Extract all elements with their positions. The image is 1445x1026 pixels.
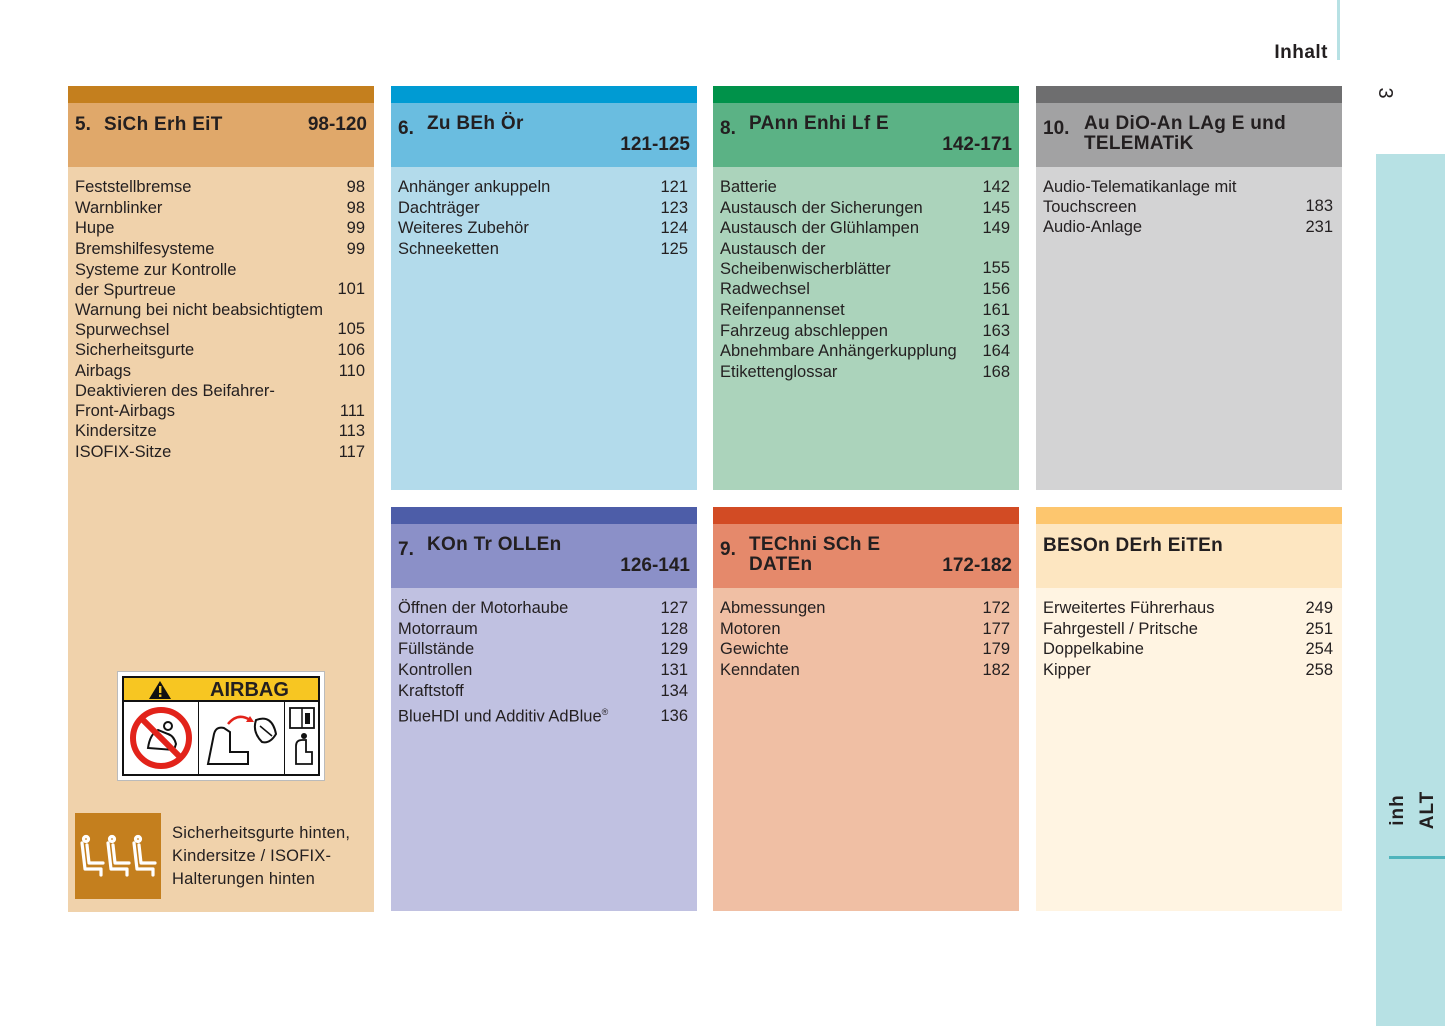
toc-entry-title-wrap (720, 660, 800, 681)
toc-entry-title-wrap (75, 177, 191, 198)
toc-entry[interactable] (398, 598, 688, 619)
chapter-header[interactable] (1036, 524, 1342, 588)
toc-entry-title: Airbags (75, 361, 131, 380)
side-tab-label: inh ALT (1387, 790, 1438, 830)
chapter-header[interactable] (68, 103, 374, 167)
chapter-entry-list (713, 167, 1019, 383)
toc-entry-title-wrap (720, 300, 845, 321)
toc-entry-title: Doppelkabine (1043, 640, 1144, 659)
toc-entry-page: 110 (338, 361, 365, 380)
toc-entry[interactable] (720, 598, 1010, 619)
toc-entry-title-wrap (75, 198, 162, 219)
chapter-c9[interactable] (713, 507, 1019, 911)
toc-entry-title-wrap (720, 341, 957, 362)
toc-entry-page: 177 (982, 619, 1010, 638)
toc-entry-title: Radwechsel (720, 280, 810, 299)
toc-entry[interactable] (75, 340, 365, 361)
chapter-c7[interactable] (391, 507, 697, 911)
toc-entry-title-wrap (720, 218, 919, 239)
toc-entry-page: 124 (660, 219, 688, 238)
toc-entry[interactable] (720, 177, 1010, 198)
chapter-entry-list (1036, 167, 1342, 238)
chapter-color-bar (391, 86, 697, 103)
toc-entry-title-wrap (75, 218, 114, 239)
chapter-color-bar (713, 507, 1019, 524)
chapter-entry-list (391, 167, 697, 260)
toc-entry-page: 113 (338, 422, 365, 441)
toc-entry-page: 182 (982, 661, 1010, 680)
toc-entry-title-wrap (75, 381, 275, 421)
chapter-entry-list (1036, 588, 1342, 681)
toc-entry-title-wrap (398, 218, 529, 239)
toc-entry-page: 249 (1305, 599, 1333, 617)
toc-entry-title: Kontrollen (398, 661, 473, 680)
toc-entry[interactable] (1043, 660, 1333, 681)
toc-entry-page: 125 (660, 240, 688, 259)
toc-entry-page: 136 (660, 707, 688, 726)
toc-entry-title: Kraftstoff (398, 681, 464, 700)
toc-entry[interactable] (75, 421, 365, 442)
toc-entry-page: 258 (1305, 661, 1333, 680)
toc-entry[interactable] (1043, 639, 1333, 660)
toc-entry[interactable] (75, 260, 365, 300)
toc-entry-title-wrap (1043, 639, 1144, 660)
toc-entry-title-wrap (720, 639, 789, 660)
toc-entry-title: Deaktivieren des Beifahrer- Front-Airbags (75, 382, 275, 421)
toc-entry-title-wrap (75, 421, 157, 442)
rear-seats-icon (75, 813, 161, 899)
chapter-color-bar (68, 86, 374, 103)
toc-entry-page: 254 (1305, 640, 1333, 659)
toc-entry-page: 251 (1305, 619, 1333, 638)
chapter-color-bar (1036, 86, 1342, 103)
toc-entry-title: Audio-Anlage (1043, 218, 1143, 236)
chapter-number: 7. (398, 539, 414, 560)
chapter-color-bar (391, 507, 697, 524)
toc-entry[interactable] (398, 198, 688, 219)
toc-entry-title: Gewichte (720, 640, 789, 659)
toc-entry[interactable] (720, 198, 1010, 219)
registered-mark: ® (601, 706, 609, 717)
chapter-c8[interactable] (713, 86, 1019, 490)
toc-entry[interactable] (720, 639, 1010, 660)
chapter-page-range: 172-182 (942, 555, 1012, 576)
chapter-c5[interactable] (68, 86, 374, 912)
toc-entry-title: Abnehmbare Anhängerkupplung (720, 342, 957, 361)
toc-entry-page: 172 (982, 599, 1010, 617)
toc-entry[interactable] (720, 619, 1010, 640)
toc-entry[interactable] (720, 362, 1010, 383)
toc-entry-title-wrap (1043, 177, 1237, 217)
toc-entry-title: Kindersitze (75, 422, 157, 441)
toc-entry-page: 179 (982, 640, 1010, 659)
chapter-entry-list (391, 588, 697, 727)
chapter-number: 9. (720, 539, 736, 560)
no-rear-facing-child-seat-icon (124, 702, 199, 774)
toc-entry-title: Fahrzeug abschleppen (720, 321, 888, 340)
toc-entry-title: Systeme zur Kontrolle der Spurtreue (75, 260, 237, 299)
toc-entry-page: 121 (660, 178, 688, 196)
toc-entry-title-wrap (720, 598, 826, 619)
chapter-title: PAnn Enhi Lf E (749, 113, 890, 134)
toc-entry-page: 99 (346, 219, 365, 238)
chapter-color-bar (713, 86, 1019, 103)
toc-entry-title-wrap (398, 598, 568, 619)
toc-entry-title-wrap (75, 340, 194, 361)
toc-entry-page: 117 (338, 442, 365, 461)
chapter-entry-list (68, 167, 374, 463)
toc-entry-page: 134 (660, 681, 688, 700)
toc-entry[interactable] (1043, 217, 1333, 238)
toc-entry-title-wrap (720, 198, 923, 219)
chapter-header[interactable] (391, 524, 697, 588)
toc-entry[interactable] (75, 218, 365, 239)
chapter-c6[interactable] (391, 86, 697, 490)
toc-entry[interactable] (75, 442, 365, 463)
chapter-title: KOn Tr OLLEn (427, 534, 562, 555)
toc-entry-title-wrap (1043, 660, 1091, 681)
airbag-label-header (122, 676, 320, 702)
chapter-page-range: 98-120 (307, 114, 367, 135)
toc-entry-title: Motorraum (398, 619, 478, 638)
toc-entry-title: Bremshilfesysteme (75, 240, 215, 259)
toc-entry-title: Etikettenglossar (720, 362, 838, 381)
toc-entry[interactable] (398, 218, 688, 239)
toc-entry[interactable] (720, 218, 1010, 239)
toc-entry-title: Sicherheitsgurte (75, 340, 195, 359)
toc-entry-page: 183 (1305, 197, 1333, 216)
toc-entry-title: Dachträger (398, 198, 480, 217)
toc-entry-title-wrap (720, 321, 888, 342)
airbag-word: AIRBAG (210, 679, 289, 701)
toc-entry-title-wrap (720, 362, 837, 383)
chapter-page-range: 126-141 (620, 555, 690, 576)
toc-entry-page: 231 (1305, 218, 1333, 236)
toc-entry-title: Kenndaten (720, 661, 800, 680)
chapter-color-bar (1036, 507, 1342, 524)
toc-entry[interactable] (398, 681, 688, 702)
toc-entry[interactable] (398, 177, 688, 198)
toc-entry-title-wrap (398, 177, 550, 198)
chapter-page-range: 142-171 (942, 134, 1012, 155)
toc-entry-title-wrap (398, 681, 464, 702)
toc-entry-title: Weiteres Zubehör (398, 219, 529, 238)
chapter-title: Au DiO-An LAg E und TELEMATiK (1084, 113, 1286, 154)
toc-entry-title: Öffnen der Motorhaube (398, 599, 569, 617)
toc-entry-title-wrap (720, 239, 891, 279)
toc-entry-title: Abmessungen (720, 599, 826, 617)
toc-entry-title-wrap (720, 279, 810, 300)
toc-entry-title: Fahrgestell / Pritsche (1043, 619, 1198, 638)
toc-entry[interactable] (398, 239, 688, 260)
chapter-title: TEChni SCh E DATEn (749, 534, 881, 575)
toc-entry[interactable] (75, 239, 365, 260)
chapter-header[interactable] (1036, 103, 1342, 167)
toc-entry-page: 98 (346, 198, 365, 217)
toc-entry[interactable] (75, 198, 365, 219)
toc-entry-title: Austausch der Sicherungen (720, 198, 923, 217)
toc-entry-title-wrap (398, 660, 472, 681)
toc-entry[interactable] (1043, 619, 1333, 640)
toc-entry-title-wrap (75, 361, 131, 382)
toc-entry-title-wrap (398, 239, 499, 260)
toc-entry-title: Austausch der Glühlampen (720, 219, 920, 238)
toc-entry-title-wrap (398, 702, 608, 727)
chapter-entry-list (713, 588, 1019, 681)
toc-entry-page: 131 (660, 661, 688, 680)
rear-seats-note-text: Sicherheitsgurte hinten, Kindersitze / ISOFIX- Halterungen hinten (172, 824, 351, 888)
toc-entry-page: 105 (337, 320, 365, 339)
toc-entry[interactable] (720, 341, 1010, 362)
toc-entry[interactable] (720, 279, 1010, 300)
toc-entry-title-wrap (720, 177, 777, 198)
chapter-title: Zu BEh Ör (427, 113, 524, 134)
toc-entry-title-wrap (75, 442, 171, 463)
chapter-title: SiCh Erh EiT (104, 114, 223, 135)
toc-entry[interactable] (398, 619, 688, 640)
toc-entry[interactable] (720, 300, 1010, 321)
chapter-page-range: 121-125 (620, 134, 690, 155)
toc-entry-title: Füllstände (398, 640, 475, 659)
section-label: Inhalt (1274, 42, 1328, 63)
toc-entry-title-wrap (398, 619, 478, 640)
chapter-header[interactable] (713, 524, 1019, 588)
toc-entry-title-wrap (75, 239, 214, 260)
toc-entry-title-wrap (398, 639, 474, 660)
toc-entry-page: 161 (982, 300, 1010, 319)
toc-entry-page: 145 (982, 198, 1010, 217)
toc-entry-title: Motoren (720, 619, 781, 638)
chapter-number: 8. (720, 118, 736, 139)
toc-entry-title-wrap (75, 300, 323, 340)
toc-entry[interactable] (720, 239, 1010, 279)
toc-entry-page: 168 (982, 362, 1010, 381)
toc-entry-title: Anhänger ankuppeln (398, 178, 551, 196)
toc-entry[interactable] (75, 381, 365, 421)
chapter-number: 5. (75, 114, 91, 135)
toc-entry-page: 142 (982, 178, 1010, 196)
toc-entry-title: Kipper (1043, 661, 1091, 680)
toc-entry-page: 106 (337, 340, 365, 359)
toc-entry-title: Warnblinker (75, 198, 163, 217)
toc-entry[interactable] (1043, 177, 1333, 217)
toc-entry-page: 111 (339, 401, 365, 420)
chapter-c10[interactable] (1036, 86, 1342, 490)
toc-entry-page: 155 (982, 259, 1010, 278)
toc-entry-title: Hupe (75, 219, 115, 238)
toc-entry[interactable] (720, 321, 1010, 342)
toc-entry-page: 149 (982, 219, 1010, 238)
toc-entry[interactable] (75, 177, 365, 198)
airbag-label-pictograms (122, 702, 320, 776)
toc-entry-page: 123 (660, 198, 688, 217)
chapter-number: 10. (1043, 118, 1070, 139)
toc-entry-page: 101 (337, 280, 365, 299)
toc-entry-title: Batterie (720, 178, 777, 196)
toc-entry[interactable] (75, 300, 365, 340)
toc-entry-page: 163 (982, 321, 1010, 340)
toc-entry-page: 98 (346, 178, 365, 196)
toc-entry-title: Warnung bei nicht beabsichtigtem Spurwechsel (75, 300, 323, 339)
toc-entry-title: Schneeketten (398, 240, 499, 259)
toc-entry-title: BlueHDI und Additiv AdBlue (398, 707, 602, 726)
top-rule (1337, 0, 1340, 60)
page-number: 3 (1374, 87, 1396, 99)
toc-entry-title: Erweitertes Führerhaus (1043, 599, 1215, 617)
airbag-warning-label (117, 671, 325, 781)
toc-entry-title-wrap (398, 198, 480, 219)
toc-entry[interactable] (1043, 598, 1333, 619)
chapter-header[interactable] (391, 103, 697, 167)
side-tab-line (1389, 856, 1445, 859)
toc-entry-page: 156 (982, 280, 1010, 299)
toc-entry-title: Reifenpannenset (720, 300, 845, 319)
toc-entry-title: Audio-Telematikanlage mit Touchscreen (1043, 178, 1237, 216)
side-tab[interactable] (1376, 154, 1445, 1026)
toc-entry[interactable] (398, 702, 688, 727)
chapter-title: BESOn DErh EiTEn (1043, 535, 1224, 556)
toc-entry-page: 99 (346, 240, 365, 259)
toc-entry-title: Austausch der Scheibenwischerblätter (720, 240, 891, 279)
toc-entry[interactable] (398, 660, 688, 681)
toc-entry-title-wrap (1043, 217, 1142, 238)
toc-entry-title-wrap (75, 260, 236, 300)
toc-entry-page: 164 (982, 342, 1010, 361)
toc-entry-page: 127 (660, 599, 688, 617)
toc-entry-title-wrap (1043, 598, 1215, 619)
chapter-header[interactable] (713, 103, 1019, 167)
toc-entry-title: ISOFIX-Sitze (75, 442, 172, 461)
read-manual-icon (284, 702, 320, 774)
toc-entry[interactable] (720, 660, 1010, 681)
toc-entry-title-wrap (720, 619, 781, 640)
toc-entry[interactable] (398, 639, 688, 660)
toc-entry-page: 128 (660, 619, 688, 638)
toc-entry-title-wrap (1043, 619, 1198, 640)
toc-entry-page: 129 (660, 640, 688, 659)
airbag-deploy-icon (198, 702, 285, 774)
toc-entry[interactable] (75, 361, 365, 382)
chapter-number: 6. (398, 118, 414, 139)
toc-entry-title: Feststellbremse (75, 178, 192, 196)
chapter-cS[interactable] (1036, 507, 1342, 911)
